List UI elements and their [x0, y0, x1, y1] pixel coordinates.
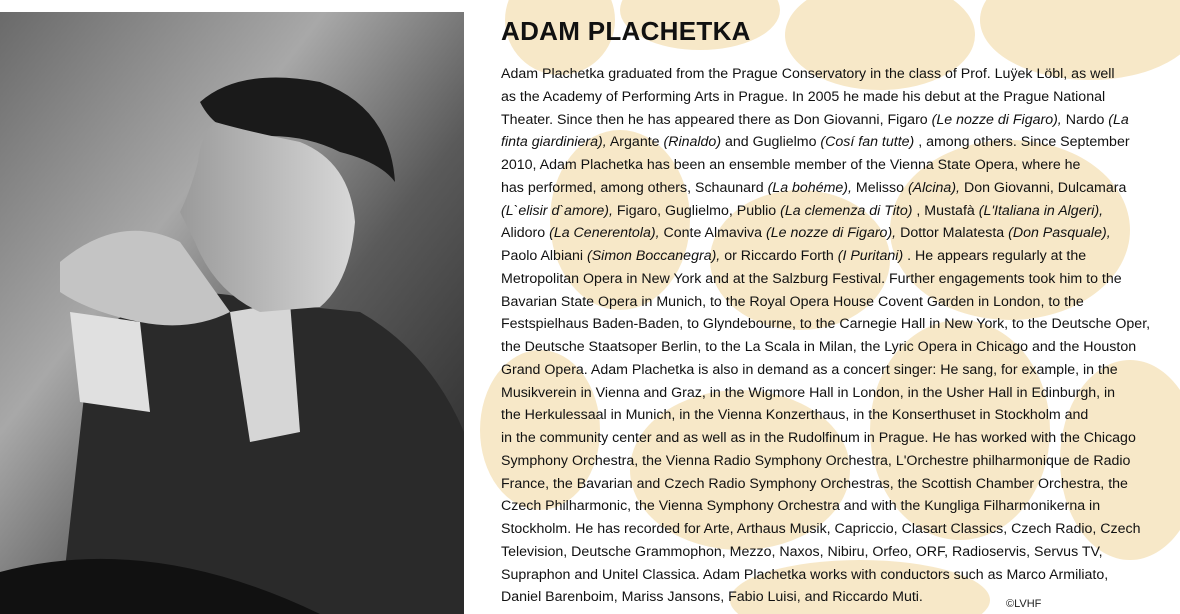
bio-line	[501, 268, 1177, 291]
work-title-italic: (L`elisir d`amore),	[501, 202, 613, 219]
bio-text: has performed, among others, Schaunard	[501, 179, 768, 196]
bio-text: Bavarian State Opera in Munich, to the Royal Opera House Covent Garden in London, to the	[501, 293, 1084, 310]
bio-text: Conte Almaviva	[659, 225, 766, 242]
bio-text: Stockholm. He has recorded for Arte, Arthaus Musik, Capriccio, Clasart Classics, Czech Radio, Czech	[501, 521, 1141, 537]
artist-biography	[501, 63, 1177, 609]
bio-text: and Guglielmo	[721, 134, 821, 151]
bio-text: the Deutsche Staatsoper Berlin, to the La Scala in Milan, the Lyric Opera in Chicago and the Houston	[501, 339, 1137, 355]
work-title-italic: (L'Italiana in Algeri),	[978, 202, 1104, 219]
work-title-italic: (La	[1108, 111, 1129, 128]
bio-line	[501, 336, 1177, 359]
bio-line	[501, 245, 1177, 268]
bio-line	[501, 200, 1177, 223]
bio-line	[501, 313, 1177, 336]
work-title-italic: (I Puritani)	[837, 248, 904, 264]
bio-text: Metropolitan Opera in New York and at the Salzburg Festival. Further engagements took him to the	[501, 270, 1122, 287]
work-title-italic: (Le nozze di Figaro),	[931, 111, 1062, 128]
bio-line	[501, 291, 1177, 314]
work-title-italic: (Alcina),	[907, 179, 960, 196]
bio-line	[501, 154, 1177, 177]
work-title-italic: finta giardiniera),	[501, 134, 607, 151]
bio-line	[501, 222, 1177, 245]
bio-text: in the community center and as well as in the Rudolfinum in Prague. He has worked with the Chicago	[501, 430, 1136, 446]
work-title-italic: (Rinaldo)	[663, 134, 722, 151]
bio-text: the Herkulessaal in Munich, in the Vienna Konzerthaus, in the Konserthuset in Stockholm and	[501, 407, 1089, 424]
bio-line	[501, 427, 1177, 450]
work-title-italic: (Simon Boccanegra),	[586, 248, 721, 264]
bio-line	[501, 109, 1177, 132]
bio-text: France, the Bavarian and Czech Radio Symphony Orchestras, the Scottish Chamber Orchestra, the	[501, 475, 1128, 492]
bio-text: Don Giovanni, Dulcamara	[960, 179, 1127, 196]
bio-text: Alidoro	[501, 225, 550, 242]
bio-text: Daniel Barenboim, Mariss Jansons, Fabio Luisi, and Riccardo Muti.	[501, 589, 923, 606]
bio-text: , among others. Since September	[914, 134, 1130, 151]
work-title-italic: (Le nozze di Figaro),	[766, 225, 897, 242]
bio-text: Figaro, Guglielmo, Publio	[612, 202, 781, 219]
bio-line	[501, 382, 1177, 405]
bio-text: . He appears regularly at the	[903, 248, 1087, 264]
bio-line	[501, 495, 1177, 518]
bio-text: , Mustafà	[912, 202, 979, 219]
bio-text: Grand Opera. Adam Plachetka is also in demand as a concert singer: He sang, for example, in the	[501, 361, 1118, 378]
bio-text: Nardo	[1061, 111, 1109, 128]
portrait-illustration	[0, 12, 464, 614]
bio-line	[501, 63, 1177, 86]
artist-name-heading: ADAM PLACHETKA	[501, 16, 751, 46]
bio-line	[501, 450, 1177, 473]
portrait-photo	[0, 12, 464, 614]
bio-text: Theater. Since then he has appeared there as Don Giovanni, Figaro	[501, 111, 932, 128]
work-title-italic: (La Cenerentola),	[549, 225, 660, 242]
bio-text: Dottor Malatesta	[896, 225, 1009, 242]
bio-text: as the Academy of Performing Arts in Prague. In 2005 he made his debut at the Prague National	[501, 88, 1106, 105]
bio-text: Symphony Orchestra, the Vienna Radio Symphony Orchestra, L'Orchestre philharmonique de Radio	[501, 452, 1131, 469]
bio-line	[501, 177, 1177, 200]
bio-text: Festspielhaus Baden-Baden, to Glyndebourne, to the Carnegie Hall in New York, to the Deutsche Oper,	[501, 316, 1151, 333]
work-title-italic: (La bohéme),	[767, 179, 852, 196]
bio-line	[501, 518, 1177, 541]
bio-text: Paolo Albiani	[501, 248, 587, 264]
bio-text: Argante	[606, 134, 664, 151]
bio-text: Supraphon and Unitel Classica. Adam Plachetka works with conductors such as Marco Armiliato,	[501, 566, 1109, 583]
work-title-italic: (Cosí fan tutte)	[820, 134, 915, 151]
bio-line	[501, 404, 1177, 427]
copyright-credit: ©LVHF	[1006, 598, 1042, 610]
bio-text: Musikverein in Vienna and Graz, in the Wigmore Hall in London, in the Usher Hall in Edinburgh, in	[501, 384, 1116, 401]
bio-line	[501, 586, 1177, 609]
bio-line	[501, 541, 1177, 564]
bio-line	[501, 564, 1177, 587]
bio-text: Czech Philharmonic, the Vienna Symphony Orchestra and with the Kungliga Filharmonikerna in	[501, 498, 1101, 515]
bio-text: or Riccardo Forth	[720, 248, 838, 264]
bio-line	[501, 473, 1177, 496]
bio-text: Television, Deutsche Grammophon, Mezzo, Naxos, Nibiru, Orfeo, ORF, Radioservis, Servus TV,	[501, 543, 1103, 560]
bio-text: 2010, Adam Plachetka has been an ensemble member of the Vienna State Opera, where he	[501, 157, 1081, 173]
work-title-italic: (Don Pasquale),	[1008, 225, 1111, 242]
bio-line	[501, 131, 1177, 154]
work-title-italic: (La clemenza di Tito)	[780, 202, 913, 219]
bio-text: Adam Plachetka graduated from the Prague Conservatory in the class of Prof. Luÿek Löbl, as well	[501, 66, 1115, 82]
bio-line	[501, 359, 1177, 382]
bio-text: Melisso	[851, 179, 908, 196]
bio-line	[501, 86, 1177, 109]
